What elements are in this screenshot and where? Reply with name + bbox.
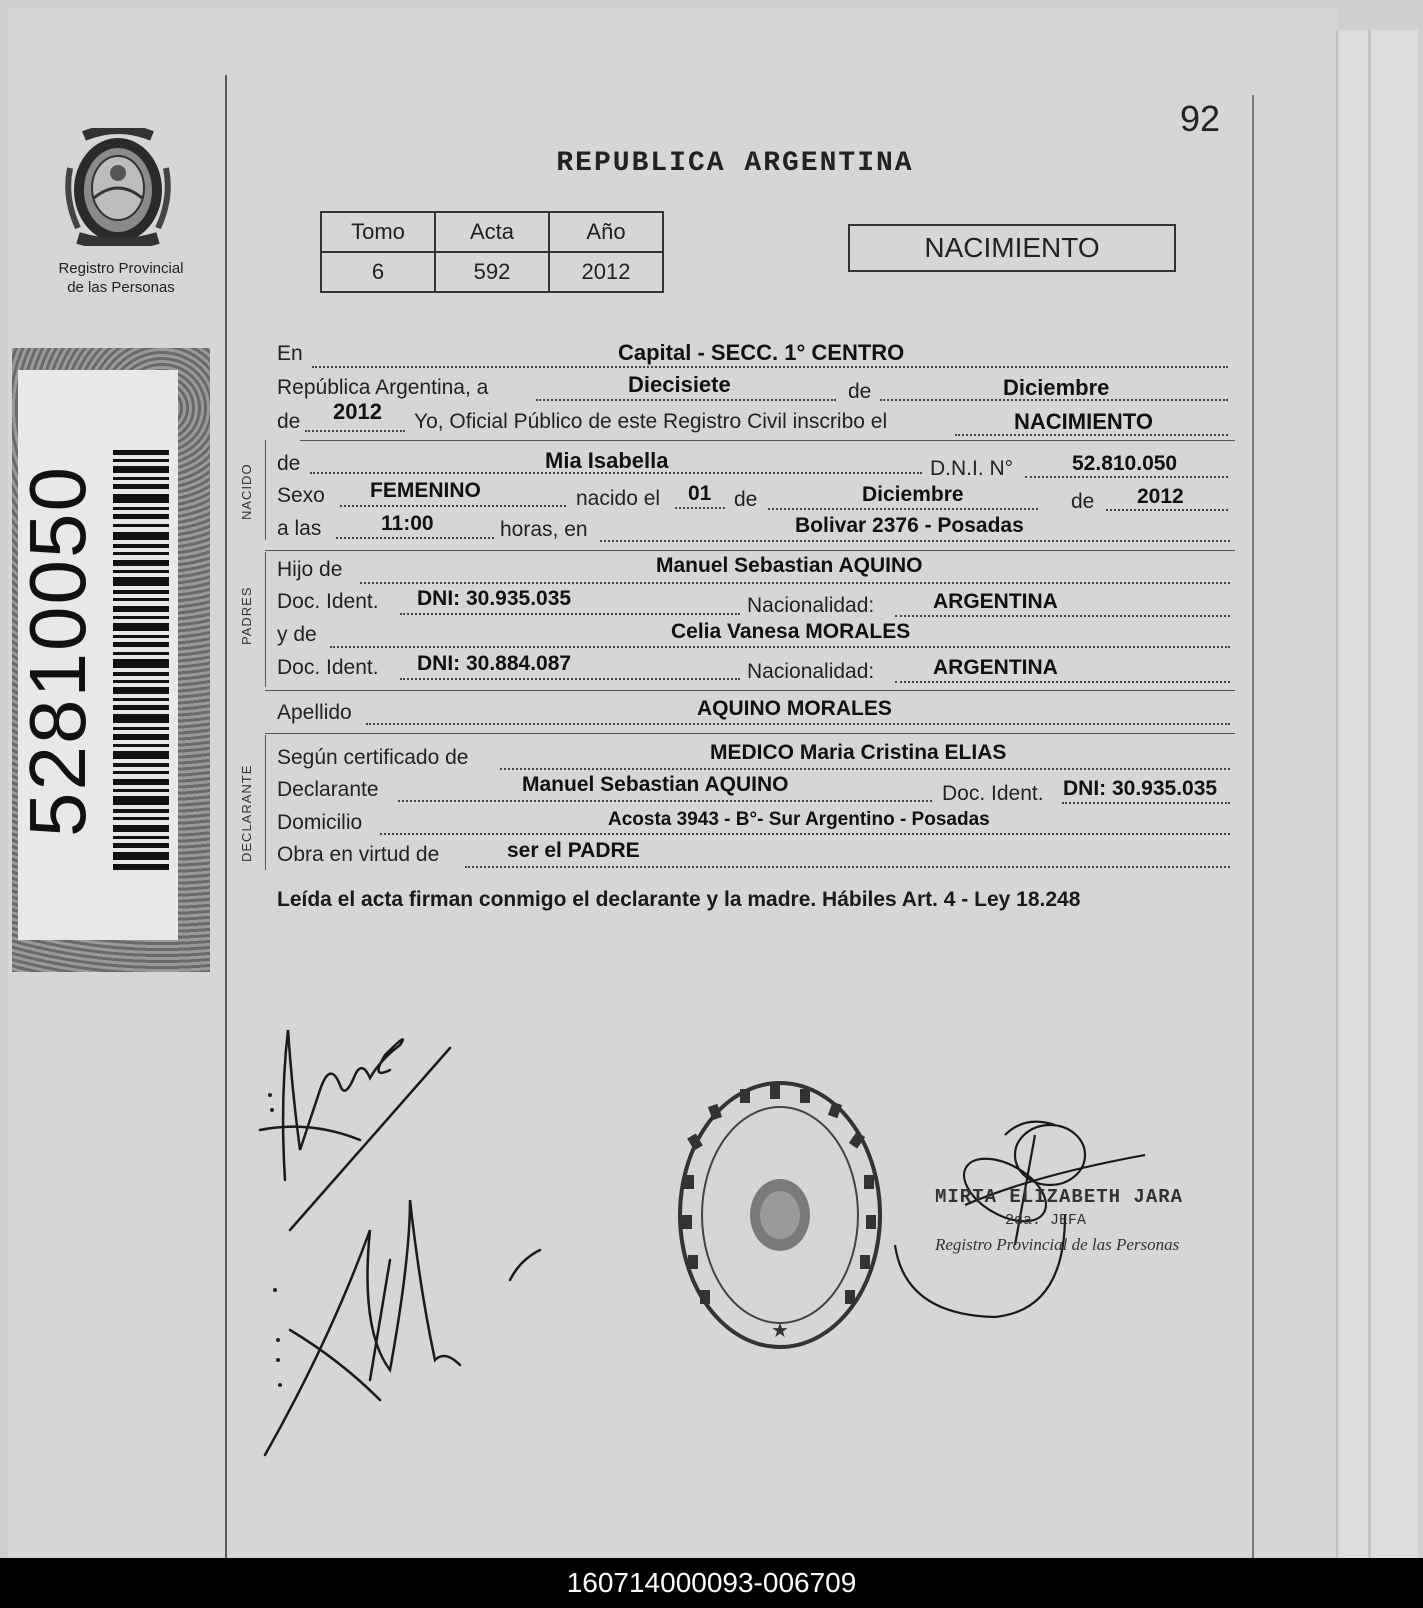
- dotted-line: [312, 366, 1228, 368]
- section-divider: [265, 690, 1235, 691]
- birth-day: 01: [688, 482, 712, 505]
- domicilio-value: Acosta 3943 - B°- Sur Argentino - Posadas: [608, 809, 990, 830]
- birth-time: 11:00: [381, 512, 434, 535]
- record-table-header: Tomo: [321, 212, 435, 252]
- father-name: Manuel Sebastian AQUINO: [656, 554, 923, 577]
- declarante-label: Declarante: [277, 778, 379, 801]
- official-name: MIRTA ELIZABETH JARA: [935, 1186, 1184, 1208]
- obra-value: ser el PADRE: [507, 839, 640, 862]
- dni-label: D.N.I. N°: [930, 457, 1014, 480]
- official-stamp: [935, 1185, 1183, 1257]
- dotted-line: [1106, 509, 1228, 511]
- ano-value: 2012: [549, 252, 663, 292]
- dotted-line: [536, 399, 836, 401]
- handwritten-signatures: [250, 1000, 570, 1470]
- sexo-value: FEMENINO: [370, 479, 481, 502]
- dotted-line: [895, 681, 1230, 683]
- dotted-line: [600, 540, 1230, 542]
- yo-text: Yo, Oficial Público de este Registro Civil inscribo el: [414, 410, 888, 433]
- page-edge-line: [1368, 30, 1371, 1558]
- right-margin-line: [1252, 95, 1254, 1558]
- birth-month: Diciembre: [862, 483, 964, 506]
- en-label: En: [277, 342, 303, 365]
- page-number: 92: [1180, 98, 1221, 139]
- page-edge: [1336, 30, 1418, 1558]
- mother-doc: DNI: 30.884.087: [417, 652, 572, 675]
- dotted-line: [400, 678, 740, 680]
- section-divider: [300, 440, 1235, 441]
- record-table-header: Año: [549, 212, 663, 252]
- section-divider: [265, 733, 1235, 734]
- nacido-de-label: de: [277, 452, 301, 475]
- left-margin-line: [225, 75, 227, 1558]
- dotted-line: [1025, 476, 1228, 478]
- en-value: Capital - SECC. 1° CENTRO: [618, 340, 905, 365]
- a-las-label: a las: [277, 517, 322, 540]
- mother-nat-label: Nacionalidad:: [747, 660, 875, 683]
- nacido-section-label: NACIDO: [239, 463, 254, 520]
- declarante-doc: DNI: 30.935.035: [1063, 777, 1218, 800]
- birth-de-label: de: [734, 488, 758, 511]
- barcode-number: 52810050: [13, 465, 102, 837]
- registry-seal-icon: [670, 1075, 890, 1355]
- mother-nationality: ARGENTINA: [933, 656, 1058, 679]
- section-bracket: [265, 735, 266, 870]
- dotted-line: [1062, 802, 1230, 804]
- apellido-label: Apellido: [277, 701, 352, 724]
- domicilio-label: Domicilio: [277, 811, 363, 834]
- record-table-header: Acta: [435, 212, 549, 252]
- year-prefix: de: [277, 410, 301, 433]
- barcode-bars: [113, 450, 169, 870]
- document-title: REPUBLICA ARGENTINA: [556, 148, 914, 179]
- record-type-box: NACIMIENTO: [848, 224, 1176, 272]
- footer-code: 160714000093-006709: [0, 1558, 1423, 1608]
- dotted-line: [366, 723, 1230, 725]
- closing-statement: Leída el acta firman conmigo el declarante y la madre. Hábiles Art. 4 - Ley 18.248: [277, 888, 1081, 911]
- father-doc: DNI: 30.935.035: [417, 587, 572, 610]
- declarante-section-label: DECLARANTE: [239, 764, 254, 862]
- record-table-header-row: [321, 212, 663, 252]
- registry-label: [40, 259, 202, 297]
- nacido-el-label: nacido el: [576, 487, 661, 510]
- sexo-label: Sexo: [277, 484, 325, 507]
- declarante-name: Manuel Sebastian AQUINO: [522, 773, 789, 796]
- dotted-line: [465, 866, 1230, 868]
- dotted-line: [400, 613, 740, 615]
- official-office: Registro Provincial de las Personas: [935, 1235, 1180, 1254]
- hijo-label: Hijo de: [277, 558, 343, 581]
- dotted-line: [895, 615, 1230, 617]
- dotted-line: [500, 768, 1230, 770]
- father-nationality: ARGENTINA: [933, 590, 1058, 613]
- republica-label: República Argentina, a: [277, 376, 489, 399]
- dotted-line: [675, 507, 725, 509]
- inscribe-value: NACIMIENTO: [1014, 409, 1153, 434]
- padres-section-label: PADRES: [239, 586, 254, 645]
- y-de-label: y de: [277, 623, 317, 646]
- registry-label-line1: Registro Provincial: [58, 260, 184, 277]
- birth-year: 2012: [1137, 485, 1184, 508]
- record-table-value-row: [321, 252, 663, 292]
- father-nat-label: Nacionalidad:: [747, 594, 875, 617]
- tomo-value: 6: [321, 252, 435, 292]
- month-value: Diciembre: [1003, 375, 1110, 400]
- record-table: [320, 211, 664, 293]
- birth-de-label-2: de: [1071, 490, 1095, 513]
- cert-value: MEDICO Maria Cristina ELIAS: [710, 741, 1007, 764]
- cert-label: Según certificado de: [277, 746, 469, 769]
- dotted-line: [330, 646, 1230, 648]
- father-doc-label: Doc. Ident.: [277, 590, 379, 613]
- child-name: Mia Isabella: [545, 448, 669, 473]
- mother-doc-label: Doc. Ident.: [277, 656, 379, 679]
- de-label: de: [848, 380, 872, 403]
- year-value: 2012: [333, 399, 382, 424]
- day-value: Diecisiete: [628, 372, 731, 397]
- birth-place: Bolivar 2376 - Posadas: [795, 514, 1024, 537]
- apellido-value: AQUINO MORALES: [697, 697, 892, 720]
- child-dni: 52.810.050: [1072, 452, 1178, 475]
- section-bracket: [265, 440, 266, 540]
- section-divider: [265, 550, 1235, 551]
- dotted-line: [768, 508, 1038, 510]
- registry-label-line2: de las Personas: [67, 279, 175, 296]
- official-role: 2da. JEFA: [1005, 1212, 1087, 1229]
- misiones-crest-icon: [64, 128, 172, 246]
- dotted-line: [305, 430, 405, 432]
- dotted-line: [380, 833, 1230, 835]
- dotted-line: [336, 537, 494, 539]
- svg-text:★: ★: [771, 1320, 789, 1342]
- dotted-line: [398, 800, 932, 802]
- barcode-sticker: [13, 370, 178, 940]
- obra-label: Obra en virtud de: [277, 843, 440, 866]
- mother-name: Celia Vanesa MORALES: [671, 620, 911, 643]
- acta-value: 592: [435, 252, 549, 292]
- dotted-line: [340, 505, 566, 507]
- dotted-line: [360, 582, 1230, 584]
- declarante-doc-label: Doc. Ident.: [942, 782, 1044, 805]
- section-bracket: [265, 552, 266, 687]
- horas-label: horas, en: [500, 518, 588, 541]
